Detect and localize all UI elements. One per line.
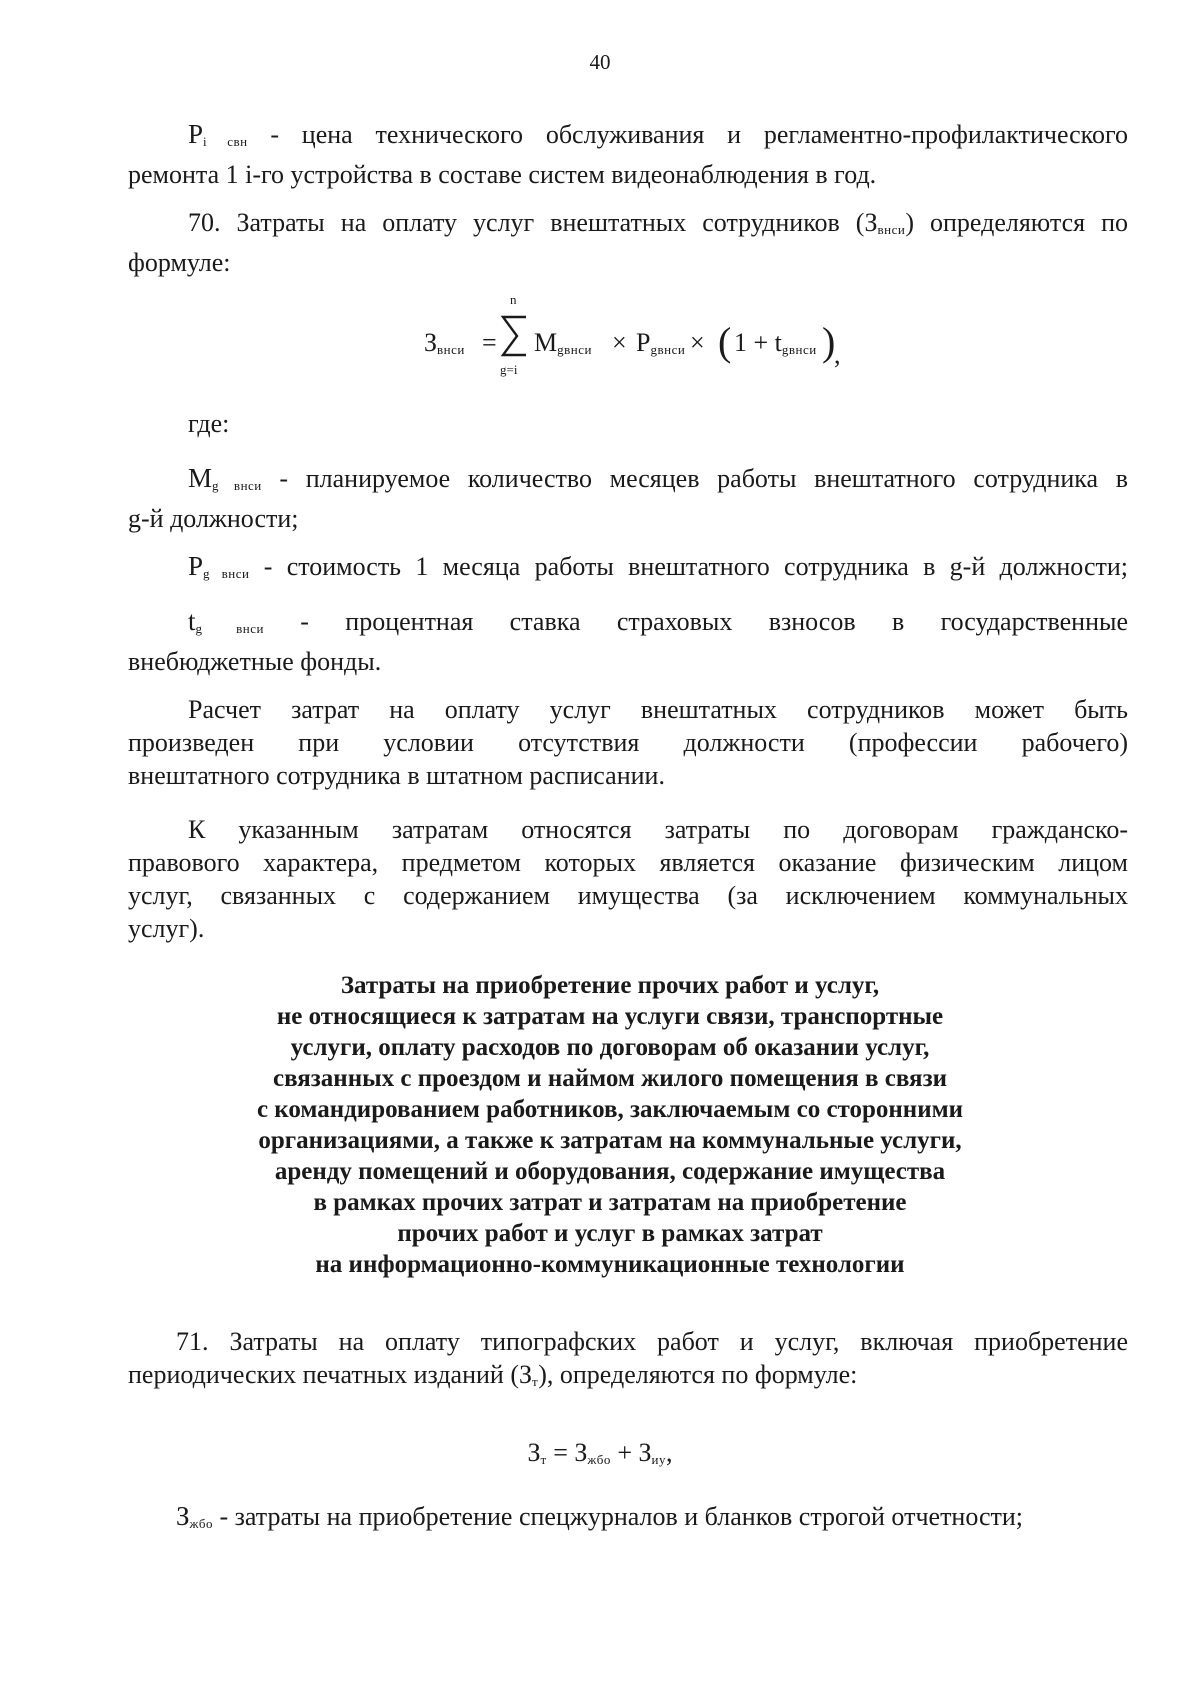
sum-sign-icon (500, 314, 530, 358)
paragraph-calculation-condition: Расчет затрат на оплату услуг внештатных сотрудников может быть произведен при условии отсутствия должности (профессии рабочего) внештатного сотрудника в штатном расписании. (128, 695, 1128, 790)
definition-p-g: $P_{g внси}$ - стоимость 1 месяца работы внештатного сотрудника в g-й должности; (188, 551, 1128, 581)
sum-lower-limit: g=i (500, 362, 518, 377)
definition-p-i-svn: $P_{i свн}$ - цена технического обслуживания и регламентно-профилактического ремонта 1 i-го устройства в составе систем видеонаблюдения в год. (128, 119, 1128, 189)
definition-z-zhbo: $З_{жбо}$ - затраты на приобретение спецжурналов и бланков строгой отчетности; (176, 1501, 1024, 1531)
paragraph-71: 71. Затраты на оплату типографских работ и услуг, включая приобретение периодических печатных изданий $(З_т)$, определяются по формуле: (128, 1327, 1128, 1389)
where-label: где: (188, 409, 230, 438)
definition-m-g: $M_{g внси}$ - планируемое количество месяцев работы внештатного сотрудника в g-й должности; (128, 463, 1128, 533)
formula-outsourced-staff-costs: $З_{внси}$ = n g=i $M_{gвнси}$ × $P_{gвнси}$ × ( $1 + t_{gвнси}$ ) , (424, 292, 841, 377)
sum-upper-limit: n (510, 292, 517, 307)
section-heading: Затраты на приобретение прочих работ и услуг, не относящиеся к затратам на услуги связи, транспортные услуги, оплату расходов по договорам об оказании услуг, связанных с проездом и наймом жилого помещения в связи с командированием работников, заключаемым со сторонними организациями, а также к затратам на коммунальные услуги, аренду помещений и оборудования, содержание имущества в рамках прочих затрат и затратам на приобретение прочих работ и услуг в рамках затрат на информационно-коммуникационные технологии (256, 972, 964, 1278)
definition-t-g: $t_{g внси}$ - процентная ставка страховых взносов в государственные внебюджетные фонды. (128, 606, 1128, 676)
paragraph-70: 70. Затраты на оплату услуг внештатных сотрудников $(З_{внси})$ определяются по формуле: (128, 208, 1128, 277)
page-number: 40 (589, 50, 611, 74)
paragraph-related-costs: К указанным затратам относятся затраты по договорам гражданско- правового характера, предметом которых является оказание физическим лицом услуг, связанных с содержанием имущества (за исключением коммунальных услуг). (128, 815, 1128, 943)
formula-printing-costs: $З_т = З_{жбо} + З_{иу}$, (527, 1438, 673, 1467)
